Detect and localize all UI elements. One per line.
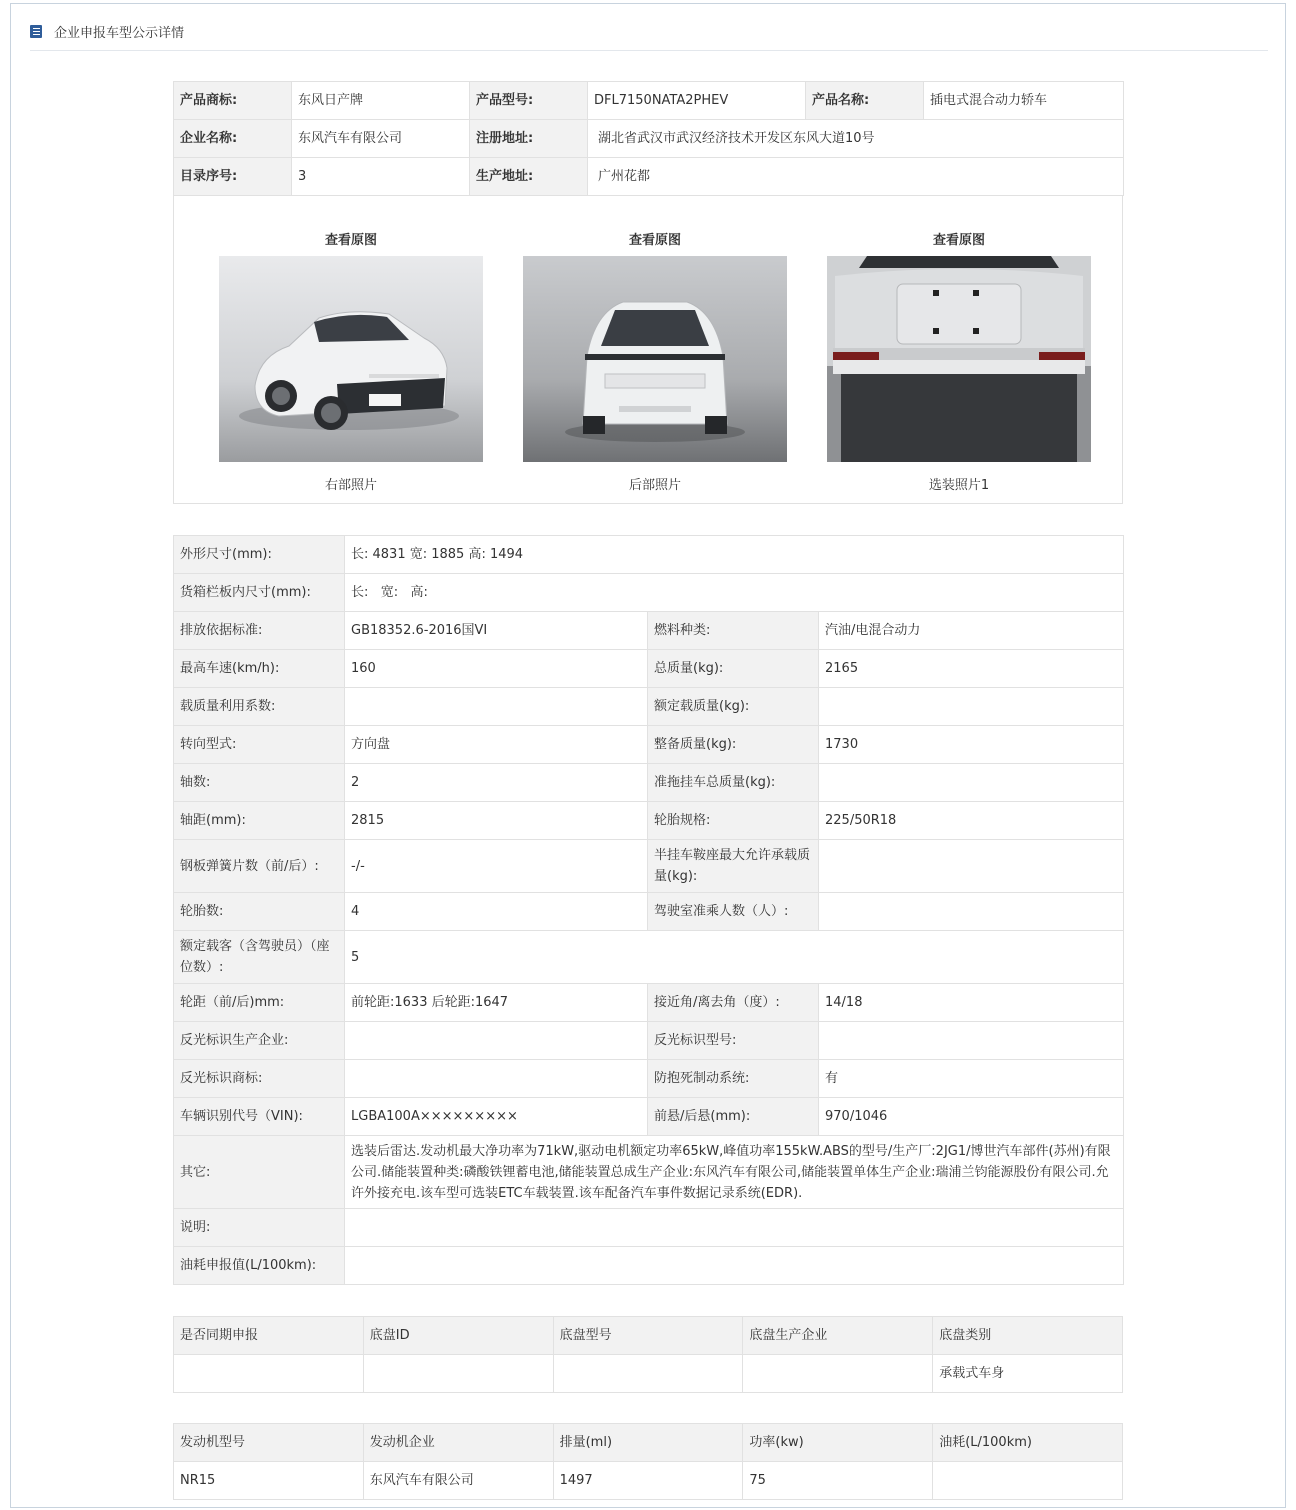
column-header: 底盘生产企业	[743, 1317, 933, 1355]
cargo-label: 货箱栏板内尺寸(mm):	[174, 574, 345, 612]
column-header: 底盘型号	[553, 1317, 743, 1355]
abs-label: 防抱死制动系统:	[648, 1060, 819, 1098]
spring-label: 钢板弹簧片数（前/后）:	[174, 840, 345, 893]
column-header: 底盘类别	[933, 1317, 1123, 1355]
table-header-row	[174, 1424, 1123, 1462]
cab-seats-value	[819, 893, 1124, 931]
track-label: 轮距（前/后)mm:	[174, 984, 345, 1022]
table-cell	[743, 1355, 933, 1393]
column-header: 油耗(L/100km)	[933, 1424, 1123, 1462]
seats-label: 额定载客（含驾驶员）（座位数）:	[174, 931, 345, 984]
note-value	[345, 1209, 1124, 1247]
cargo-value: 长: 宽: 高:	[345, 574, 1124, 612]
curb-mass-value: 1730	[819, 726, 1124, 764]
fuel-type-label: 燃料种类:	[648, 612, 819, 650]
tire-count-label: 轮胎数:	[174, 893, 345, 931]
other-value: 选装后雷达.发动机最大净功率为71kW,驱动电机额定功率65kW,峰值功率155kW.ABS的型号/生产厂:2JG1/博世汽车部件(苏州)有限公司.储能装置种类:磷酸铁锂蓄电池,储能装置总成生产企业:东风汽车有限公司,储能装置单体生产企业:瑞浦兰钧能源股份有限公司.允许外接充电.该车型可选装ETC车载装置.该车配备汽车事件数据记录系统(EDR).	[345, 1136, 1124, 1209]
dims-value: 长: 4831 宽: 1885 高: 1494	[345, 536, 1124, 574]
car-photo-rear[interactable]	[523, 256, 787, 462]
load-coef-value	[345, 688, 648, 726]
document-list-icon	[30, 25, 42, 38]
company-label: 企业名称:	[174, 120, 292, 158]
emission-label: 排放依据标准:	[174, 612, 345, 650]
table-cell: 东风汽车有限公司	[363, 1462, 553, 1500]
table-row	[174, 120, 1124, 158]
table-row	[174, 984, 1124, 1022]
max-speed-value: 160	[345, 650, 648, 688]
car-photo-optional[interactable]	[827, 256, 1091, 462]
table-row	[174, 612, 1124, 650]
product-name-label: 产品名称:	[806, 82, 924, 120]
axles-label: 轴数:	[174, 764, 345, 802]
view-original-link[interactable]: 查看原图	[932, 233, 985, 248]
curb-mass-label: 整备质量(kg):	[648, 726, 819, 764]
column-header: 排量(ml)	[553, 1424, 743, 1462]
rated-load-label: 额定载质量(kg):	[648, 688, 819, 726]
table-header-row	[174, 1317, 1123, 1355]
steering-label: 转向型式:	[174, 726, 345, 764]
total-mass-value: 2165	[819, 650, 1124, 688]
note-label: 说明:	[174, 1209, 345, 1247]
photo-card-right	[219, 231, 483, 493]
column-header: 发动机型号	[174, 1424, 364, 1462]
axles-value: 2	[345, 764, 648, 802]
photo-card-rear	[523, 231, 787, 493]
tire-spec-label: 轮胎规格:	[648, 802, 819, 840]
model-value: DFL7150NATA2PHEV	[588, 82, 806, 120]
total-mass-label: 总质量(kg):	[648, 650, 819, 688]
table-cell: 承载式车身	[933, 1355, 1123, 1393]
vin-label: 车辆识别代号（VIN):	[174, 1098, 345, 1136]
dims-label: 外形尺寸(mm):	[174, 536, 345, 574]
reg-address-value: 湖北省武汉市武汉经济技术开发区东风大道10号	[588, 120, 1124, 158]
abs-value: 有	[819, 1060, 1124, 1098]
column-header: 是否同期申报	[174, 1317, 364, 1355]
table-row	[174, 726, 1124, 764]
company-value: 东风汽车有限公司	[292, 120, 470, 158]
photo-caption: 选装照片1	[928, 478, 990, 493]
reflector-model-value	[819, 1022, 1124, 1060]
table-row	[174, 158, 1124, 196]
wheelbase-value: 2815	[345, 802, 648, 840]
trailer-mass-label: 准拖挂车总质量(kg):	[648, 764, 819, 802]
table-cell	[363, 1355, 553, 1393]
reflector-maker-label: 反光标识生产企业:	[174, 1022, 345, 1060]
page-header	[30, 22, 1268, 51]
table-row	[174, 1247, 1124, 1285]
column-header: 功率(kw)	[743, 1424, 933, 1462]
product-name-value: 插电式混合动力轿车	[924, 82, 1124, 120]
table-row	[174, 536, 1124, 574]
table-cell: NR15	[174, 1462, 364, 1500]
reg-address-label: 注册地址:	[470, 120, 588, 158]
table-row	[174, 931, 1124, 984]
view-original-link[interactable]: 查看原图	[628, 233, 681, 248]
tire-count-value: 4	[345, 893, 648, 931]
track-value: 前轮距:1633 后轮距:1647	[345, 984, 648, 1022]
photo-card-optional	[827, 231, 1091, 493]
table-row	[174, 802, 1124, 840]
vin-value: LGBA100A×××××××××	[345, 1098, 648, 1136]
table-row	[174, 688, 1124, 726]
saddle-value	[819, 840, 1124, 893]
page-title: 企业申报车型公示详情	[54, 26, 185, 41]
table-row	[174, 1060, 1124, 1098]
table-cell	[174, 1355, 364, 1393]
table-row	[174, 574, 1124, 612]
photo-gallery	[173, 195, 1123, 504]
table-row	[174, 1022, 1124, 1060]
reflector-brand-label: 反光标识商标:	[174, 1060, 345, 1098]
fuel-consumption-value	[345, 1247, 1124, 1285]
column-header: 底盘ID	[363, 1317, 553, 1355]
angle-label: 接近角/离去角（度）:	[648, 984, 819, 1022]
cab-seats-label: 驾驶室准乘人数（人）:	[648, 893, 819, 931]
engine-table	[173, 1423, 1123, 1500]
table-cell	[933, 1462, 1123, 1500]
tire-spec-value: 225/50R18	[819, 802, 1124, 840]
prod-address-value: 广州花都	[588, 158, 1124, 196]
car-photo-right[interactable]	[219, 256, 483, 462]
column-header: 发动机企业	[363, 1424, 553, 1462]
table-row	[174, 1462, 1123, 1500]
wheelbase-label: 轴距(mm):	[174, 802, 345, 840]
reflector-maker-value	[345, 1022, 648, 1060]
spec-table	[173, 535, 1124, 1285]
reflector-model-label: 反光标识型号:	[648, 1022, 819, 1060]
max-speed-label: 最高车速(km/h):	[174, 650, 345, 688]
reflector-brand-value	[345, 1060, 648, 1098]
prod-address-label: 生产地址:	[470, 158, 588, 196]
table-cell: 1497	[553, 1462, 743, 1500]
table-cell	[553, 1355, 743, 1393]
table-row	[174, 1098, 1124, 1136]
overhang-label: 前悬/后悬(mm):	[648, 1098, 819, 1136]
rated-load-value	[819, 688, 1124, 726]
overhang-value: 970/1046	[819, 1098, 1124, 1136]
catalog-label: 目录序号:	[174, 158, 292, 196]
chassis-table	[173, 1316, 1123, 1393]
table-row	[174, 1355, 1123, 1393]
saddle-label: 半挂车鞍座最大允许承载质量(kg):	[648, 840, 819, 893]
fuel-type-value: 汽油/电混合动力	[819, 612, 1124, 650]
table-row	[174, 893, 1124, 931]
steering-value: 方向盘	[345, 726, 648, 764]
seats-value: 5	[345, 931, 1124, 984]
table-row	[174, 82, 1124, 120]
table-row	[174, 1136, 1124, 1209]
view-original-link[interactable]: 查看原图	[324, 233, 377, 248]
table-row	[174, 764, 1124, 802]
fuel-consumption-label: 油耗申报值(L/100km):	[174, 1247, 345, 1285]
spring-value: -/-	[345, 840, 648, 893]
trademark-value: 东风日产牌	[292, 82, 470, 120]
emission-value: GB18352.6-2016国VI	[345, 612, 648, 650]
photo-caption: 右部照片	[324, 478, 377, 493]
table-row	[174, 1209, 1124, 1247]
table-cell: 75	[743, 1462, 933, 1500]
table-row	[174, 650, 1124, 688]
load-coef-label: 载质量利用系数:	[174, 688, 345, 726]
trademark-label: 产品商标:	[174, 82, 292, 120]
other-label: 其它:	[174, 1136, 345, 1209]
photo-caption: 后部照片	[628, 478, 681, 493]
angle-value: 14/18	[819, 984, 1124, 1022]
trailer-mass-value	[819, 764, 1124, 802]
catalog-value: 3	[292, 158, 470, 196]
table-row	[174, 840, 1124, 893]
model-label: 产品型号:	[470, 82, 588, 120]
basic-info-table	[173, 81, 1124, 196]
